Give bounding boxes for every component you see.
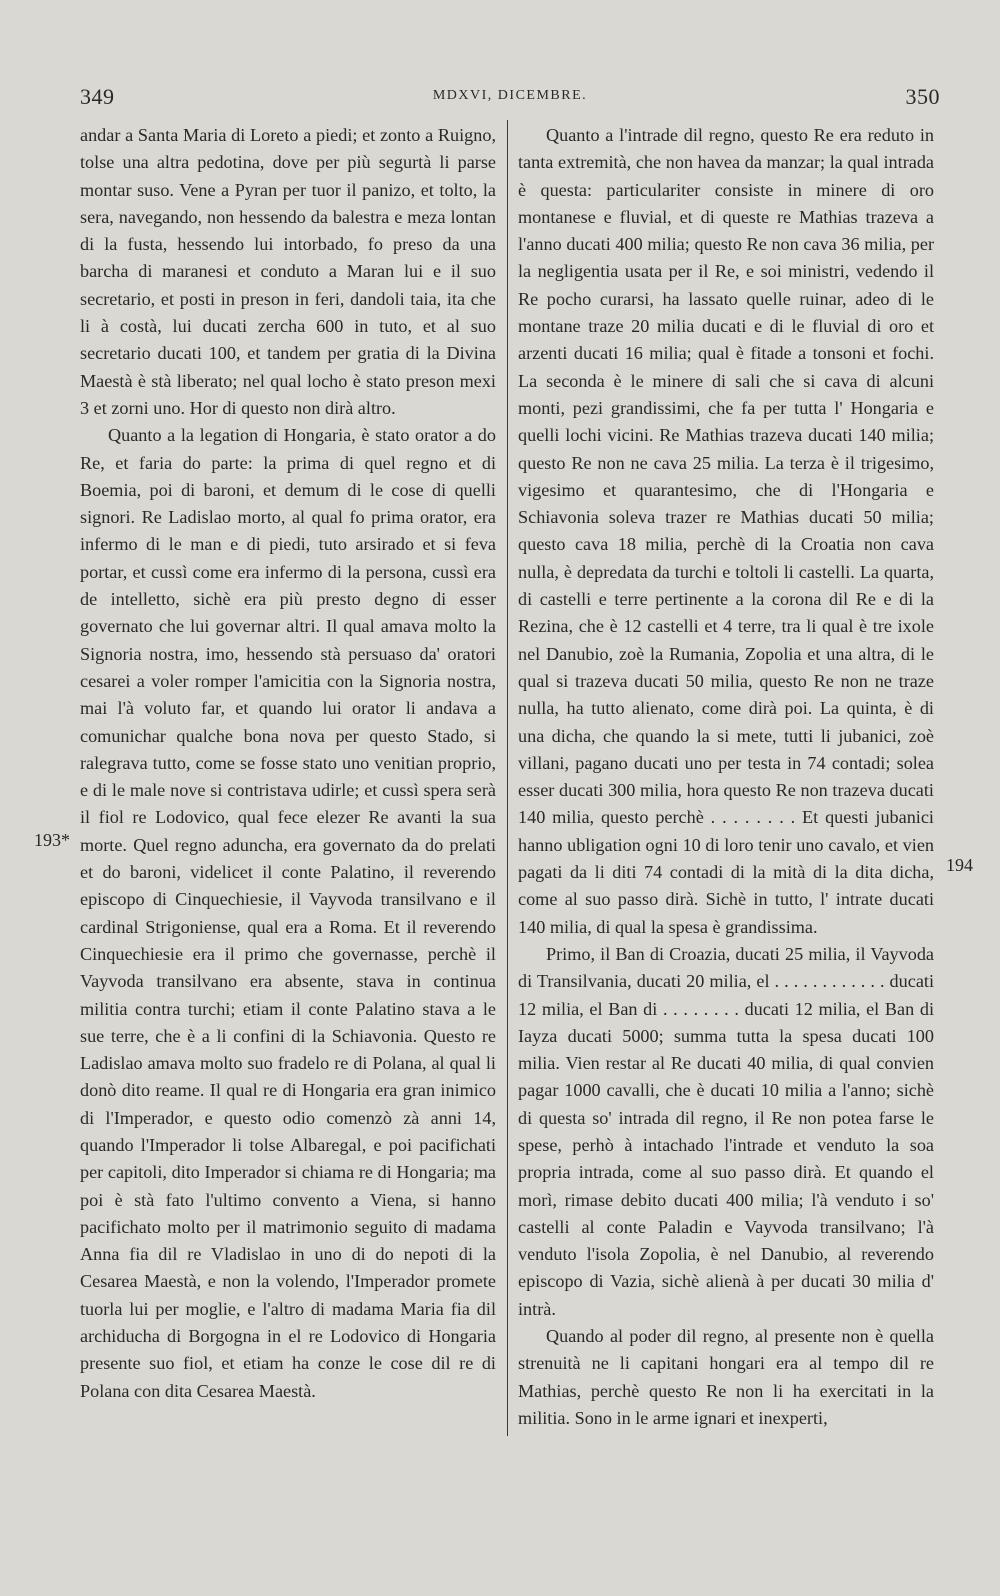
page-number-right: 350 <box>905 84 940 109</box>
paragraph: Quanto a la legation di Hongaria, è stato orator a do Re, et faria do parte: la prima di quel regno et di Boemia, poi di baroni, et demum di le cose di quelli signori. Re Ladislao morto, al qual fo prima orator, era infermo di le man e di piedi, tuto arsirado et si feva portar, et cussì come era infermo di la persona, cussì era de intelletto, sichè era più presto degno di esser governato che lui governar altri. Il qual amava molto la Signoria nostra, imo, hessendo stà persuaso da' oratori cesarei a voler romper l'amicitia con la Signoria nostra, mai l'à voluto far, et quando lui orator li andava a comunichar qualche bona nova per questo Stado, si ralegrava tutto, come se fosse stato uno venitian proprio, e di le male nove si contristava udirle; et cussì spera serà il fiol re Lodovico, qual fece elezer Re avanti la sua morte. Quel regno aduncha, era governato da do prelati et do baroni, videlicet il conte Palatino, il reverendo episcopo di Cinquechiesie, il Vayvoda transilvano e il cardinal Strigoniense, qual era a Roma. Et il reverendo Cinquechiesie era il primo che governasse, perchè il Vayvoda transilvano era absente, stava in continua militia contra turchi; etiam il conte Palatino stava a le sue terre, che è a li confini di la Schiavonia. Questo re Ladislao amava molto suo fradelo re di Polana, al qual li donò dito reame. Il qual re di Hongaria era gran inimico di l'Imperador, e questo odio comenzò zà anni 14, quando l'Imperador li tolse Albaregal, e poi pacifichati per capitoli, dito Imperador si chiama re di Hongaria; ma poi è stà fato l'ultimo convento a Viena, si hanno pacifichato molto per il matrimonio seguito di madama Anna fia dil re Vladislao in uno di do nepoti di la Cesarea Maestà, e non la volendo, l'Imperador promete tuorla lui per moglie, e l'altro di madama Maria fia dil archiducha di Borgogna in el re Lodovico di Hongaria presente suo fiol, et etiam ha conze le cose dil re di Polana con dita Cesarea Maestà. <box>80 425 496 1401</box>
paragraph: Quanto a l'intrade dil regno, questo Re era reduto in tanta extremità, che non havea da manzar; la qual intrada è questa: particulariter consiste in minere di oro montanese e fluvial, et di queste re Mathias trazeva a l'anno ducati 400 milia; questo Re non cava 36 milia, per la negligentia usata per il Re, e soi ministri, vedendo il Re pocho curarsi, ha lassato quelle ruinar, adeo di le montane traze 20 milia ducati e di le fluvial di oro et arzenti ducati 16 milia; qual è fitade a tonsoni et fochi. La seconda è le minere di sali che si cava di alcuni monti, pezi grandissimi, che fa per tutta l' Hongaria e quelli lochi vicini. Re Mathias trazeva ducati 140 milia; questo Re non ne cava 25 milia. La terza è il trigesimo, vigesimo et quarantesimo, che di l'Hongaria e Schiavonia soleva trazer re Mathias ducati 50 milia; questo cava 18 milia, perchè di la Croatia non cava nulla, è depredata da turchi e toltoli li castelli. La quarta, di castelli e terre pertinente a la corona dil Re e di la Rezina, che è 12 castelli et 4 terre, tra li qual è tre ixole nel Danubio, zoè la Rumania, Zopolia et una altra, di le qual si trazeva ducati 50 milia, questo Re non ne traze nulla, ha tutto alienato, come dirà poi. La quinta, è di una dicha, che quando la si mete, tutti li jubanici, zoè villani, pagano ducati uno per testa in 74 contadi; solea esser ducati 300 milia, hora questo Re non trazeva ducati 140 milia, questo perchè . . . . . . . . Et questi jubanici hanno ubligation ogni 10 di loro tenir uno cavalo, et vien pagati da li diti 74 contadi di la mità di la dita dicha, come al suo passo dirà. Sichè in tutto, l' intrate ducati 140 milia, di qual la spesa è grandissima. <box>518 125 934 937</box>
paragraph: Primo, il Ban di Croazia, ducati 25 milia, il Vayvoda di Transilvania, ducati 20 milia, el . . . . . . . . . . . . ducati 12 milia, el Ban di . . . . . . . . ducati 12 milia, el Ban di Iayza ducati 5000; summa tutta la spesa ducati 100 milia. Vien restar al Re ducati 40 milia, di qual convien pagar 1000 cavalli, che è ducati 10 milia a l'anno; sichè di questa so' intrada dil regno, il Re non potea farse le spese, perhò à intachado l'intrade et venduto la soa propria intrada, come al suo passo dirà. Et quando el morì, rimase debito ducati 400 milia; l'à venduto i so' castelli al conte Paladin e Vayvoda transilvano; l'à venduto l'isola Zopolia, è nel Danubio, al reverendo episcopo di Vazia, sichè alienà à per ducati 30 milia d' intrà. <box>518 943 934 1319</box>
margin-note-left: 193* <box>34 830 70 850</box>
page-number-left: 349 <box>80 84 115 109</box>
page-header <box>80 84 940 114</box>
column-divider <box>507 120 508 1436</box>
margin-note-right: 194 <box>946 855 973 875</box>
left-column <box>80 122 496 1405</box>
running-title: MDXVI, DICEMBRE. <box>432 88 588 103</box>
paragraph: andar a Santa Maria di Loreto a piedi; et zonto a Ruigno, tolse una altra pedotina, dove per più segurtà li parse montar suso. Vene a Pyran per tuor il panizo, et tolto, la sera, navegando, non hessendo da balestra e meza lontan di la fusta, hessendo lui intorbado, fo preso da una barcha di maranesi et conduto a Maran lui e il suo secretario, et posti in preson in feri, dandoli taia, ita che li à costà, lui ducati zercha 600 in tuto, et al suo secretario ducati 100, et tandem per gratia di la Divina Maestà è stà liberato; nel qual locho è stato preson mexi 3 et zorni uno. Hor di questo non dirà altro. <box>80 125 496 418</box>
paragraph: Quando al poder dil regno, al presente non è quella strenuità ne li capitani hongari era al tempo dil re Mathias, perchè questo Re non li ha exercitati in la militia. Sono in le arme ignari et inexperti, <box>518 1326 934 1428</box>
right-column <box>518 122 934 1432</box>
